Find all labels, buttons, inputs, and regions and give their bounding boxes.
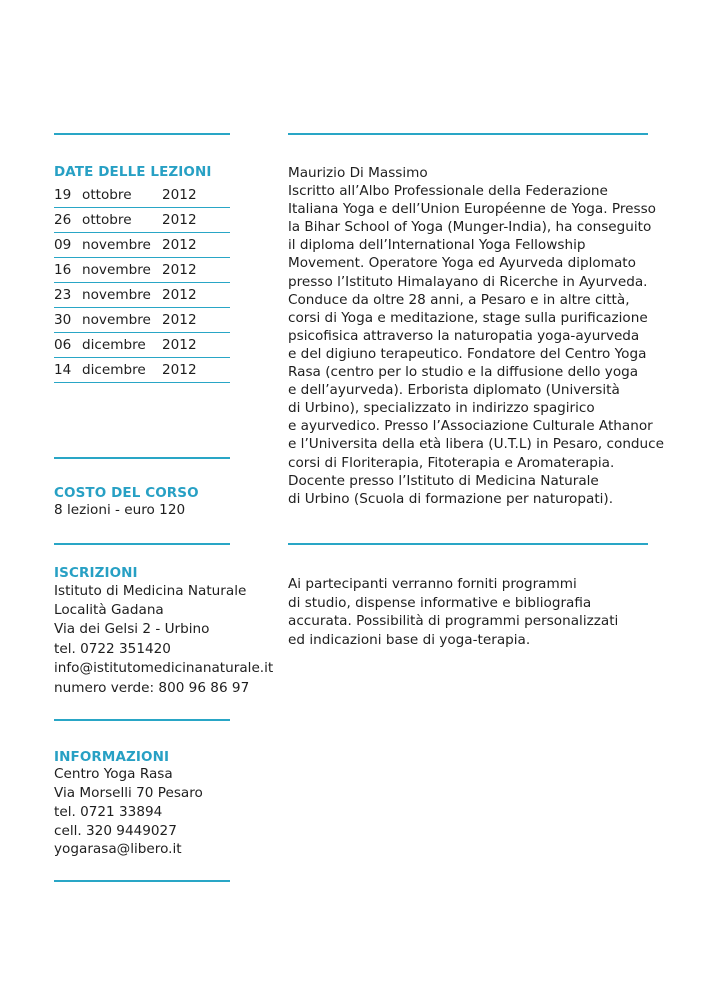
info-cell: cell. 320 9449027 — [54, 823, 177, 839]
iscrizioni-line: Località Gadana — [54, 602, 164, 618]
notes-line: Ai partecipanti verranno forniti programmi — [288, 576, 577, 592]
date-day: 14 — [54, 362, 72, 378]
iscrizioni-heading: ISCRIZIONI — [54, 565, 138, 581]
bio-line: presso l’Istituto Himalayano di Ricerche in Ayurveda. — [288, 273, 648, 290]
info-email: yogarasa@libero.it — [54, 841, 182, 857]
divider-left-top — [54, 133, 230, 135]
date-row — [54, 308, 230, 333]
bio-line: Conduce da oltre 28 anni, a Pesaro e in altre città, — [288, 291, 630, 308]
date-row — [54, 233, 230, 258]
divider-left-after-cost — [54, 543, 230, 545]
date-row — [54, 258, 230, 283]
divider-right-middle — [288, 543, 648, 545]
date-month: ottobre — [82, 187, 132, 203]
bio-line: la Bihar School of Yoga (Munger-India), ha conseguito — [288, 219, 652, 236]
bio-name: Maurizio Di Massimo — [288, 165, 428, 181]
date-month: dicembre — [82, 337, 146, 353]
date-row — [54, 183, 230, 208]
iscrizioni-toll-free: numero verde: 800 96 86 97 — [54, 680, 250, 696]
info-heading: INFORMAZIONI — [54, 749, 170, 765]
bio-line: il diploma dell’International Yoga Fellowship — [288, 237, 586, 254]
info-phone: tel. 0721 33894 — [54, 804, 163, 820]
bio-line: psicofisica attraverso la naturopatia yoga-ayurveda — [288, 327, 640, 344]
date-row — [54, 358, 230, 383]
date-year: 2012 — [162, 337, 197, 353]
bio-line: di Urbino), specializzato in indirizzo spagirico — [288, 400, 595, 417]
biography — [288, 164, 664, 508]
bio-line: Movement. Operatore Yoga ed Ayurveda diplomato — [288, 255, 636, 272]
date-month: novembre — [82, 312, 151, 328]
date-year: 2012 — [162, 287, 197, 303]
date-month: dicembre — [82, 362, 146, 378]
cost-text: 8 lezioni - euro 120 — [54, 502, 186, 518]
date-year: 2012 — [162, 262, 197, 278]
date-month: novembre — [82, 237, 151, 253]
bio-line: Iscritto all’Albo Professionale della Federazione — [288, 183, 608, 200]
date-row — [54, 208, 230, 233]
date-day: 16 — [54, 262, 72, 278]
date-year: 2012 — [162, 212, 197, 228]
bio-line: Docente presso l’Istituto di Medicina Naturale — [288, 472, 599, 489]
course-notes — [288, 575, 618, 649]
divider-left-bottom — [54, 880, 230, 882]
divider-left-after-dates — [54, 457, 230, 459]
bio-line: corsi di Yoga e meditazione, stage sulla purificazione — [288, 309, 648, 326]
divider-left-after-iscrizioni — [54, 719, 230, 721]
bio-line: e l’Universita della età libera (U.T.L) in Pesaro, conduce — [288, 436, 665, 453]
iscrizioni-line: Via dei Gelsi 2 - Urbino — [54, 621, 210, 637]
date-year: 2012 — [162, 362, 197, 378]
date-day: 23 — [54, 287, 72, 303]
bio-line: di Urbino (Scuola di formazione per naturopati). — [288, 490, 614, 507]
date-day: 19 — [54, 187, 72, 203]
iscrizioni-email: info@istitutomedicinanaturale.it — [54, 660, 274, 676]
date-year: 2012 — [162, 187, 197, 203]
bio-line: Italiana Yoga e dell’Union Européenne de Yoga. Presso — [288, 201, 656, 218]
info-line: Centro Yoga Rasa — [54, 766, 173, 782]
divider-right-top — [288, 133, 648, 135]
date-row — [54, 333, 230, 358]
date-month: ottobre — [82, 212, 132, 228]
date-year: 2012 — [162, 312, 197, 328]
date-day: 06 — [54, 337, 72, 353]
bio-line: e del digiuno terapeutico. Fondatore del Centro Yoga — [288, 345, 647, 362]
bio-line: e ayurvedico. Presso l’Associazione Culturale Athanor — [288, 418, 653, 435]
dates-heading: DATE DELLE LEZIONI — [54, 164, 212, 180]
bio-line: e dell’ayurveda). Erborista diplomato (Università — [288, 382, 620, 399]
date-day: 26 — [54, 212, 72, 228]
notes-line: ed indicazioni base di yoga-terapia. — [288, 631, 531, 648]
dates-table — [54, 183, 230, 383]
iscrizioni-line: Istituto di Medicina Naturale — [54, 583, 247, 599]
date-row — [54, 283, 230, 308]
date-year: 2012 — [162, 237, 197, 253]
notes-line: di studio, dispense informative e bibliografia — [288, 594, 592, 611]
bio-line: corsi di Floriterapia, Fitoterapia e Aromaterapia. — [288, 454, 615, 471]
date-month: novembre — [82, 287, 151, 303]
date-month: novembre — [82, 262, 151, 278]
iscrizioni-phone: tel. 0722 351420 — [54, 641, 171, 657]
date-day: 09 — [54, 237, 72, 253]
cost-heading: COSTO DEL CORSO — [54, 485, 199, 501]
bio-line: Rasa (centro per lo studio e la diffusione dello yoga — [288, 364, 639, 381]
date-day: 30 — [54, 312, 72, 328]
notes-line: accurata. Possibilità di programmi personalizzati — [288, 613, 619, 629]
info-line: Via Morselli 70 Pesaro — [54, 785, 203, 801]
